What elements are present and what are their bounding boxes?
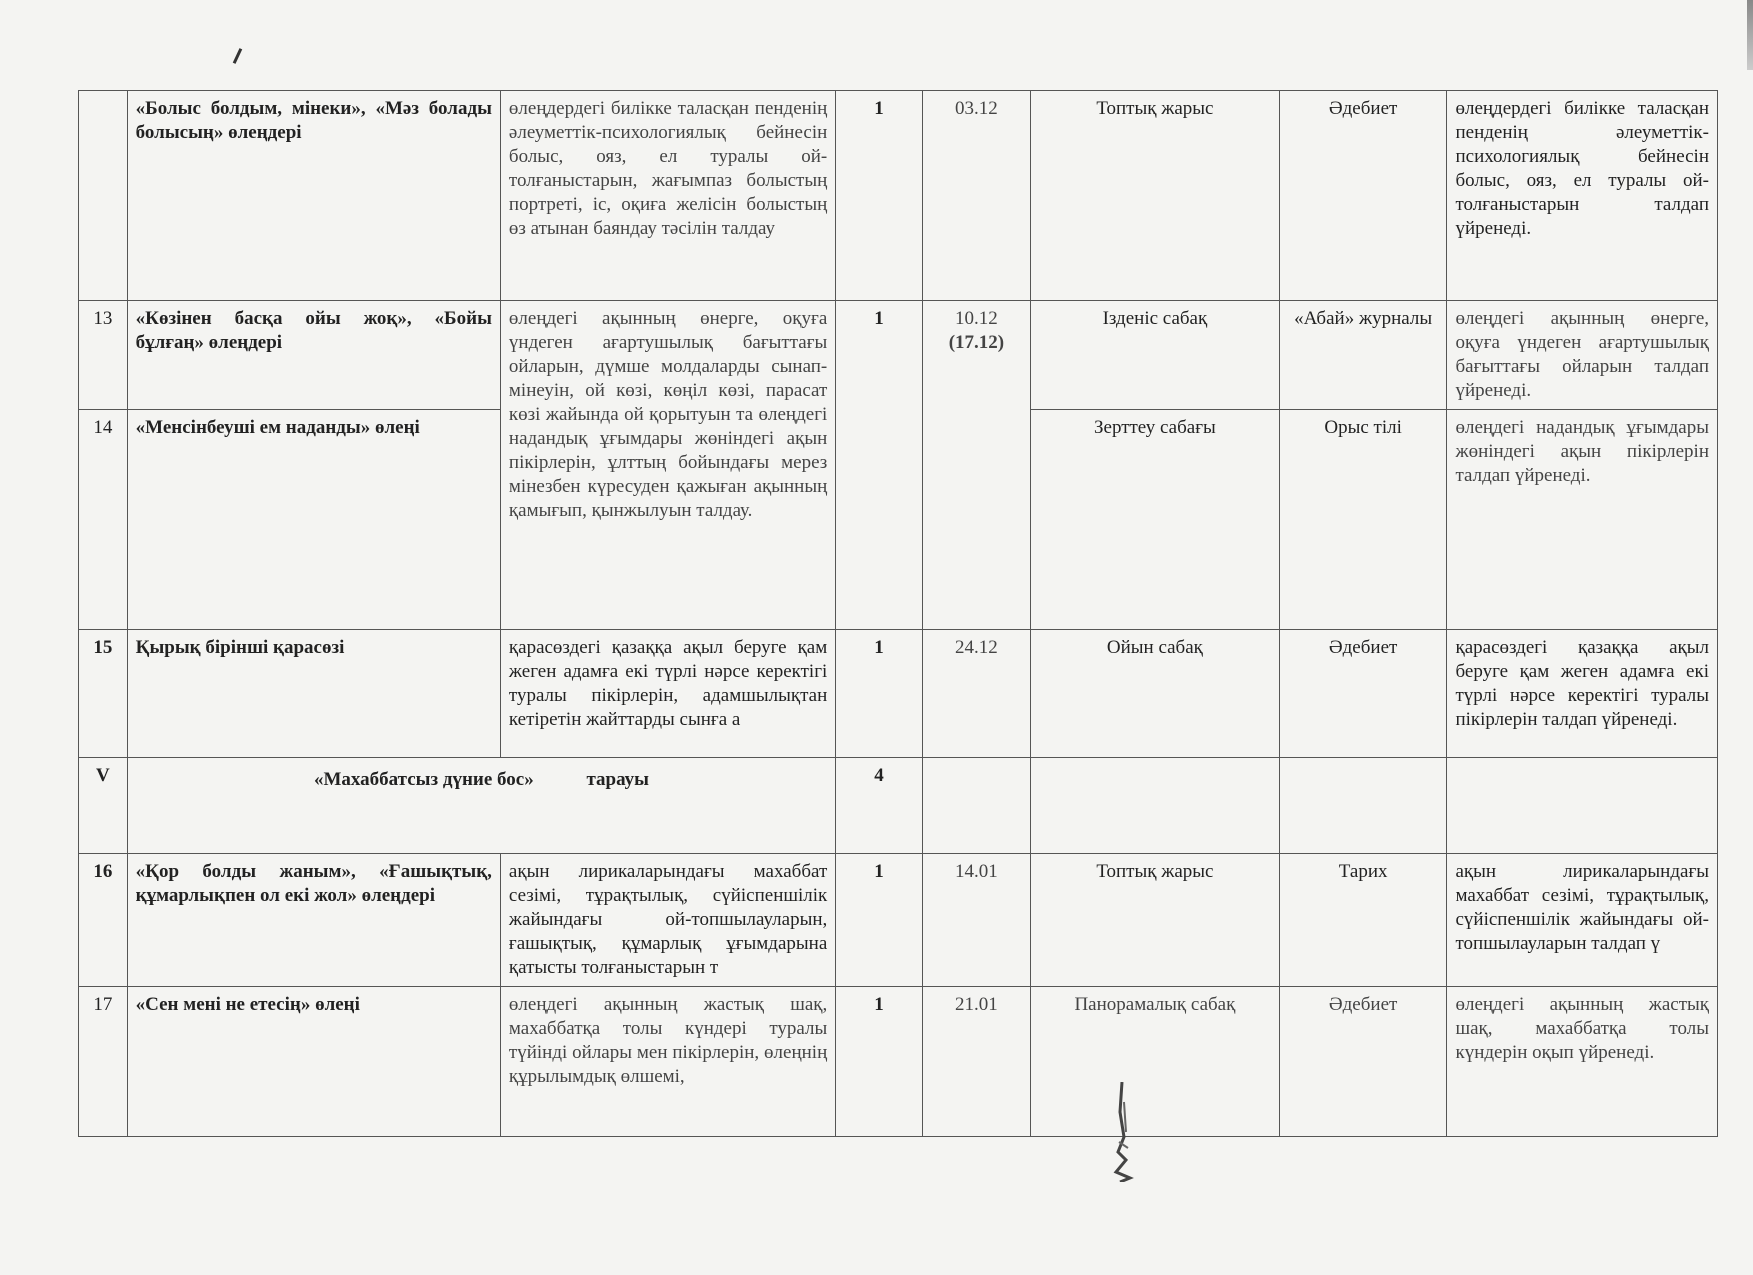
lesson-type-cell: Зерттеу сабағы [1030,410,1279,630]
chapter-suffix: тарауы [586,769,649,790]
pen-mark [233,48,242,64]
link-cell: Орыс тілі [1279,410,1447,630]
outcome-cell: өлеңдегі ақынның жастық шақ, махаббатқа толы күндерін оқып үйренеді. [1447,987,1718,1137]
lesson-type-cell: Топтық жарыс [1030,91,1279,301]
link-cell: Тарих [1279,854,1447,987]
chapter-row [79,758,1718,854]
table-row [79,301,1718,410]
table-row [79,854,1718,987]
date-cell: 24.12 [922,630,1030,758]
topic-cell: «Менсінбеуші ем наданды» өлеңі [127,410,500,630]
date-value: 10.12 [955,308,998,329]
row-number [79,91,128,301]
objective-cell: өлеңдердегі билікке таласқан пенденің әлеуметтік-психологиялық бейнесін болыс, ояз, ел туралы ой-толғаныстарын, жағымпаз болыстың портреті, іс, оқиға желісін болыстың өз атынан баяндау тәсілін талдау [500,91,835,301]
date-cell: 21.01 [922,987,1030,1137]
date-cell: 14.01 [922,854,1030,987]
outcome-cell: ақын лирикаларындағы махаббат сезімі, тұрақтылық, сүйіспеншілік жайындағы ой-топшылауларын талдап ү [1447,854,1718,987]
table-row [79,630,1718,758]
table-row [79,987,1718,1137]
topic-cell: «Қор болды жаным», «Ғашықтық, құмарлықпен ол екі жол» өлеңдері [127,854,500,987]
hours-cell: 1 [836,91,923,301]
outcome-cell: өлеңдегі надандық ұғымдары жөніндегі ақын пікірлерін талдап үйренеді. [1447,410,1718,630]
objective-cell: өлеңдегі ақынның жастық шақ, махаббатқа толы күндері туралы түйінді ойлары мен пікірлерін, өлеңнің құрылымдық өлшемі, [500,987,835,1137]
date-cell [922,301,1030,630]
topic-cell: «Болыс болдым, мінеки», «Мәз болады болысың» өлеңдері [127,91,500,301]
row-number: 16 [79,854,128,987]
topic-cell: «Сен мені не етесің» өлеңі [127,987,500,1137]
link-cell: Әдебиет [1279,987,1447,1137]
objective-cell: ақын лирикаларындағы махаббат сезімі, тұрақтылық, сүйіспеншілік жайындағы ой-топшылауларын, ғашықтық, құмарлық ұғымдарына қатысты толғаныстарын т [500,854,835,987]
row-number: 15 [79,630,128,758]
hours-cell: 1 [836,987,923,1137]
empty-cell [922,758,1030,854]
empty-cell [1279,758,1447,854]
lesson-type-cell: Панорамалық сабақ [1030,987,1279,1137]
topic-cell: «Көзінен басқа ойы жоқ», «Бойы бұлғаң» өлеңдері [127,301,500,410]
empty-cell [1447,758,1718,854]
chapter-title [127,758,836,854]
hours-cell: 1 [836,854,923,987]
link-cell: Әдебиет [1279,630,1447,758]
link-cell: «Абай» журналы [1279,301,1447,410]
table-row [79,91,1718,301]
lesson-type-cell: Топтық жарыс [1030,854,1279,987]
objective-cell: өлеңдегі ақынның өнерге, оқуға үндеген ағартушылық бағыттағы ойларын, дүмше молдаларды сынап-мінеуін, ой көзі, көңіл көзі, парасат көзі жайында ой қорытуын та өлеңдегі надандық ұғымдары жөніндегі ақын пікірлерін, ұлттың бойындағы мерез мінезбен күресуден қажыған ақынның қамығып, қынжылуын талдау. [500,301,835,630]
lesson-type-cell: Ізденіс сабақ [1030,301,1279,410]
row-number: 13 [79,301,128,410]
row-number: 17 [79,987,128,1137]
lesson-plan-table [78,90,1718,1137]
date-alt-value: (17.12) [948,332,1005,353]
outcome-cell: өлеңдегі ақынның өнерге, оқуға үндеген ағартушылық бағыттағы ойларын талдап үйренеді. [1447,301,1718,410]
outcome-cell: өлеңдердегі билікке таласқан пенденің әлеуметтік-психологиялық бейнесін болыс, ояз, ел туралы ой-толғаныстарын талдап үйренеді. [1447,91,1718,301]
chapter-name: «Махаббатсыз дүние бос» [313,769,534,790]
chapter-number: V [79,758,128,854]
hours-cell: 4 [836,758,923,854]
link-cell: Әдебиет [1279,91,1447,301]
page-edge-shadow [1747,0,1753,70]
lesson-type-cell: Ойын сабақ [1030,630,1279,758]
signature-mark [1108,1082,1138,1182]
hours-cell: 1 [836,630,923,758]
topic-cell: Қырық бірінші қарасөзі [127,630,500,758]
hours-cell: 1 [836,301,923,630]
row-number: 14 [79,410,128,630]
date-cell: 03.12 [922,91,1030,301]
empty-cell [1030,758,1279,854]
objective-cell: қарасөздегі қазаққа ақыл беруге қам жеген адамға екі түрлі нәрсе керектігі туралы пікірлерін, адамшылықтан кетіретін жайттарды сынға а [500,630,835,758]
outcome-cell: қарасөздегі қазаққа ақыл беруге қам жеген адамға екі түрлі нәрсе керектігі туралы пікірлерін талдап үйренеді. [1447,630,1718,758]
